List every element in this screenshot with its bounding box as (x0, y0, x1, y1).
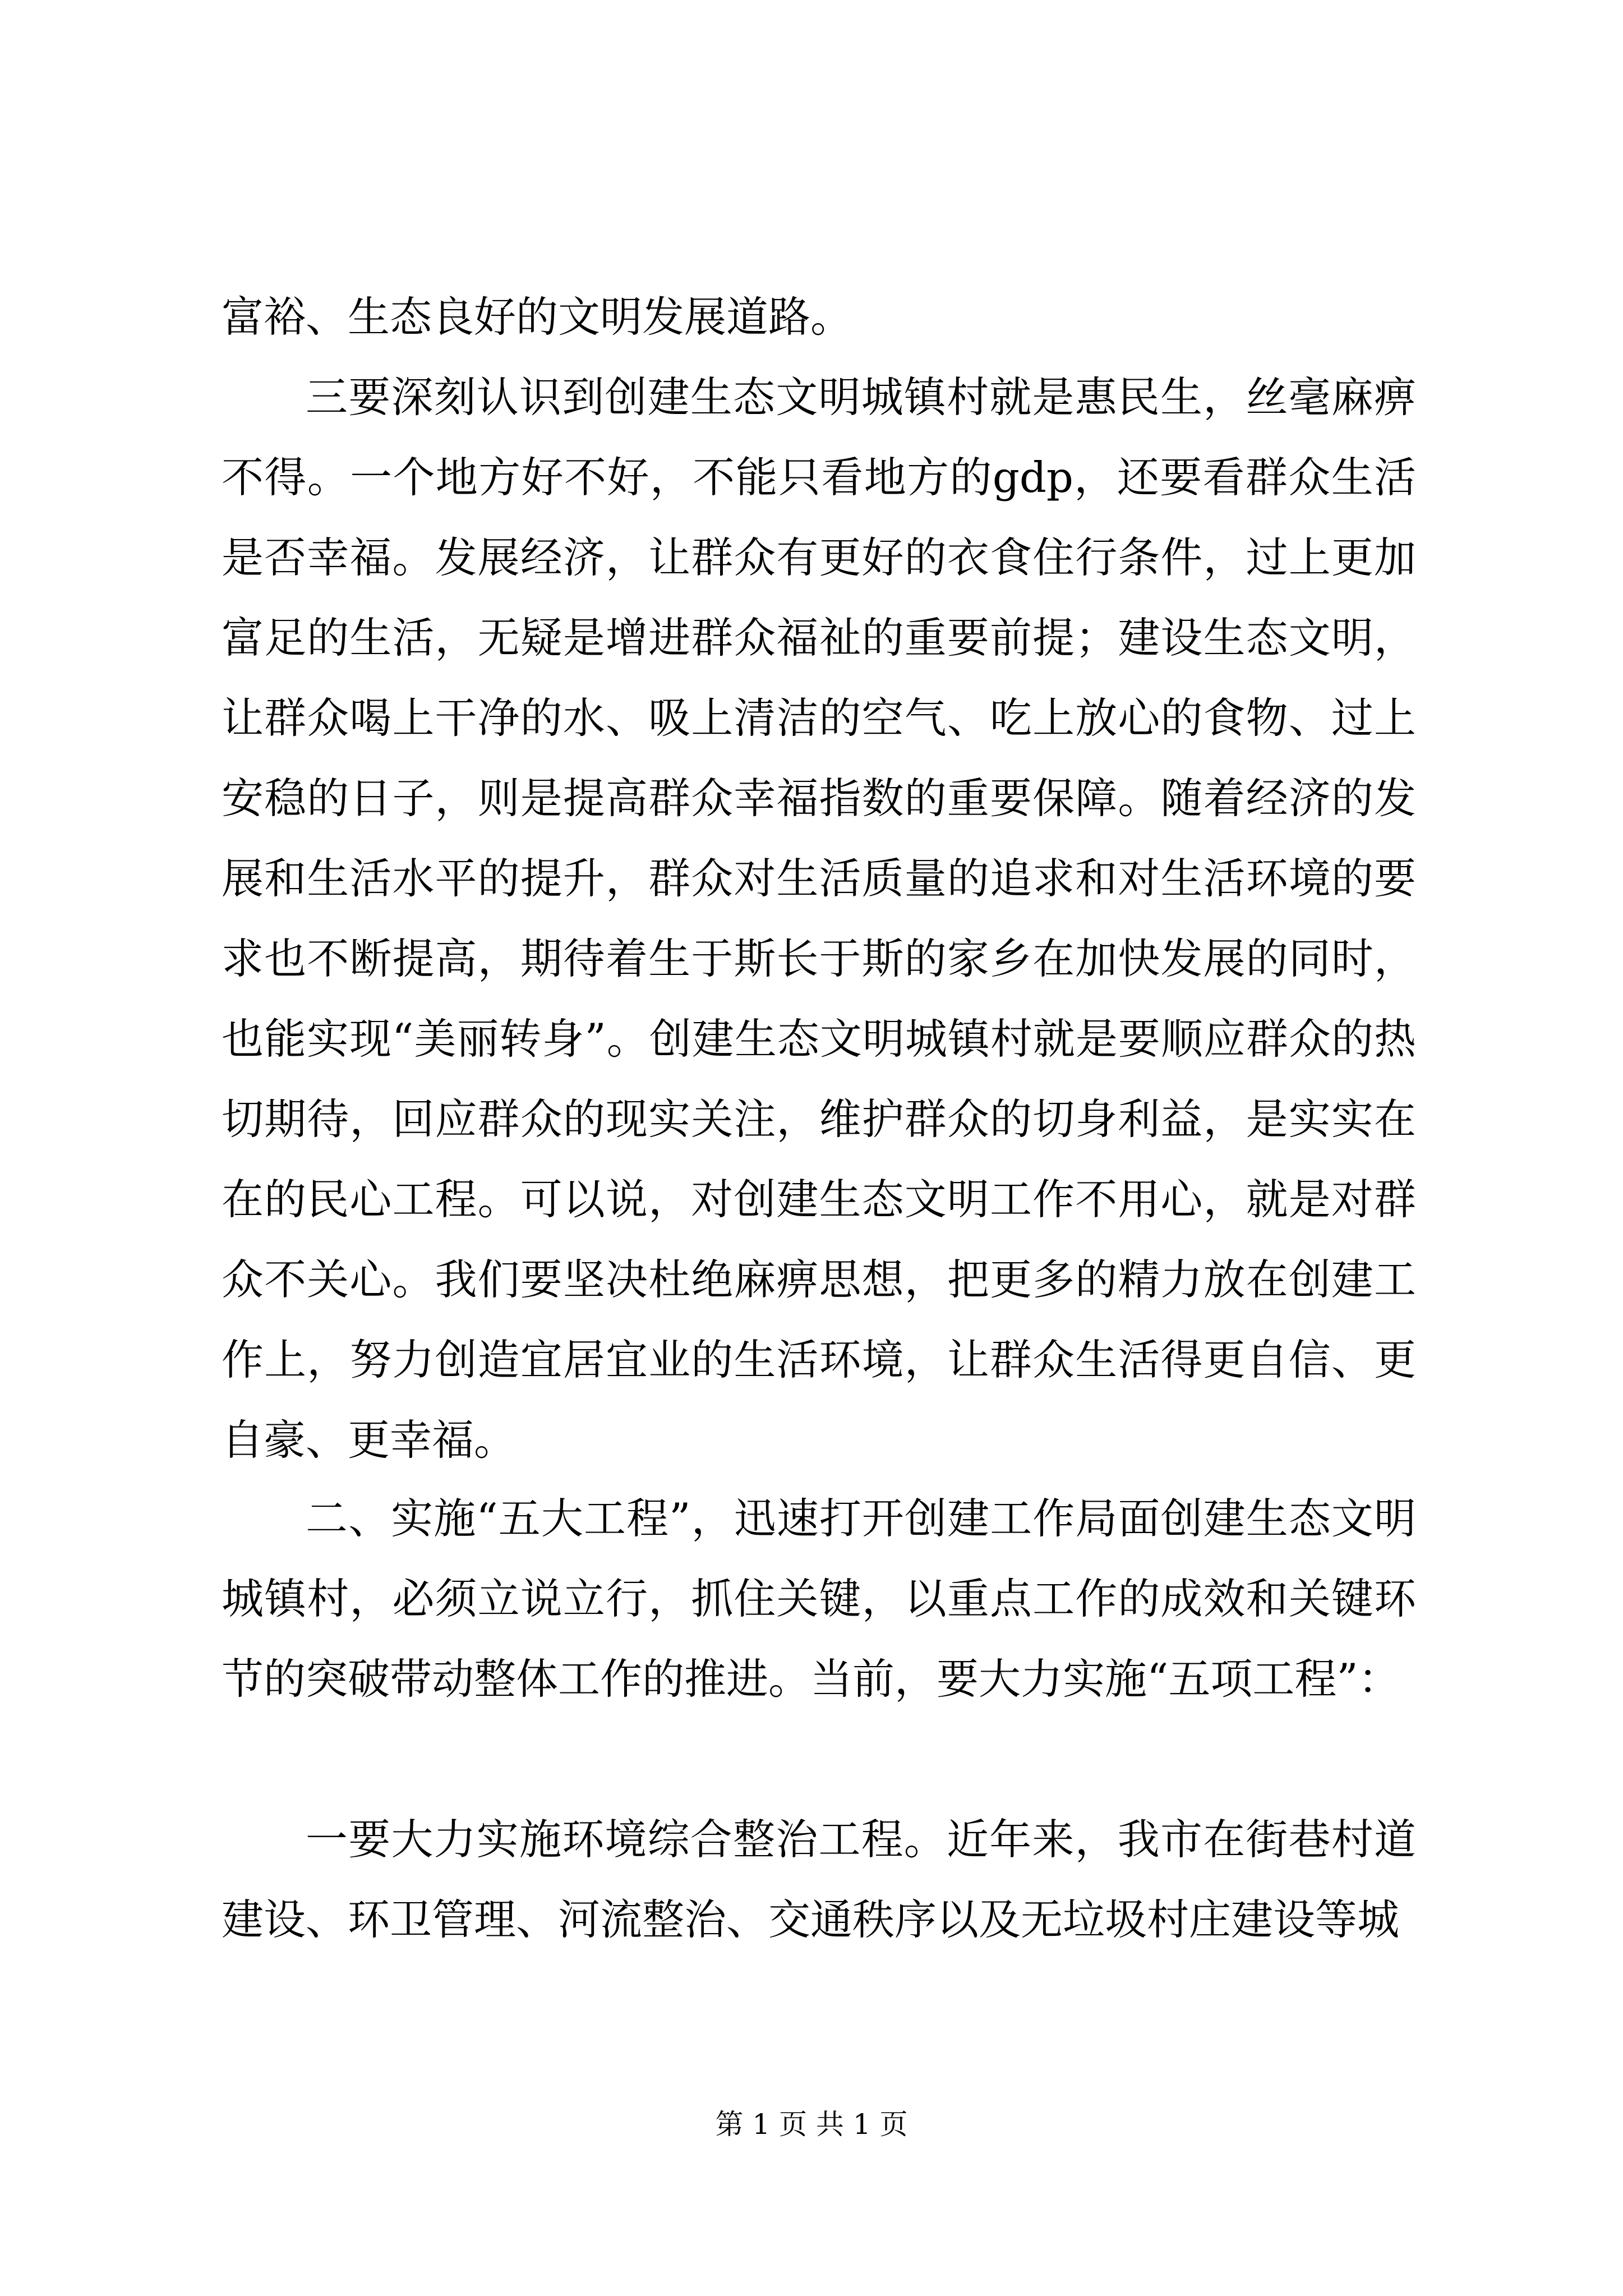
page-number-footer: 第 1 页 共 1 页 (715, 2108, 908, 2141)
paragraph-3: 二、实施“五大工程”，迅速打开创建工作局面创建生态文明城镇村，必须立说立行，抓住关键，以重点工作的成效和关键环节的突破带动整体工作的推进。当前，要大力实施“五项工程”： (222, 1494, 1416, 1704)
paragraph-4: 一要大力实施环境综合整治工程。近年来，我市在街巷村道建设、环卫管理、河流整治、交通秩序以及无垃圾村庄建设等城 (222, 1815, 1416, 1944)
paragraph-1: 富裕、生态良好的文明发展道路。 (222, 292, 853, 342)
paragraph-2: 三要深刻认识到创建生态文明城镇村就是惠民生，丝毫麻痹不得。一个地方好不好，不能只看地方的gdp，还要看群众生活是否幸福。发展经济，让群众有更好的衣食住行条件，过上更加富足的生活，无疑是增进群众福祉的重要前提；建设生态文明，让群众喝上干净的水、吸上清洁的空气、吃上放心的食物、过上安稳的日子，则是提高群众幸福指数的重要保障。随着经济的发展和生活水平的提升，群众对生活质量的追求和对生活环境的要求也不断提高，期待着生于斯长于斯的家乡在加快发展的同时，也能实现“美丽转身”。创建生态文明城镇村就是要顺应群众的热切期待，回应群众的现实关注，维护群众的切身利益，是实实在在的民心工程。可以说，对创建生态文明工作不用心，就是对群众不关心。我们要坚决杜绝麻痹思想，把更多的精力放在创建工作上，努力创造宜居宜业的生活环境，让群众生活得更自信、更自豪、更幸福。 (222, 372, 1416, 1465)
